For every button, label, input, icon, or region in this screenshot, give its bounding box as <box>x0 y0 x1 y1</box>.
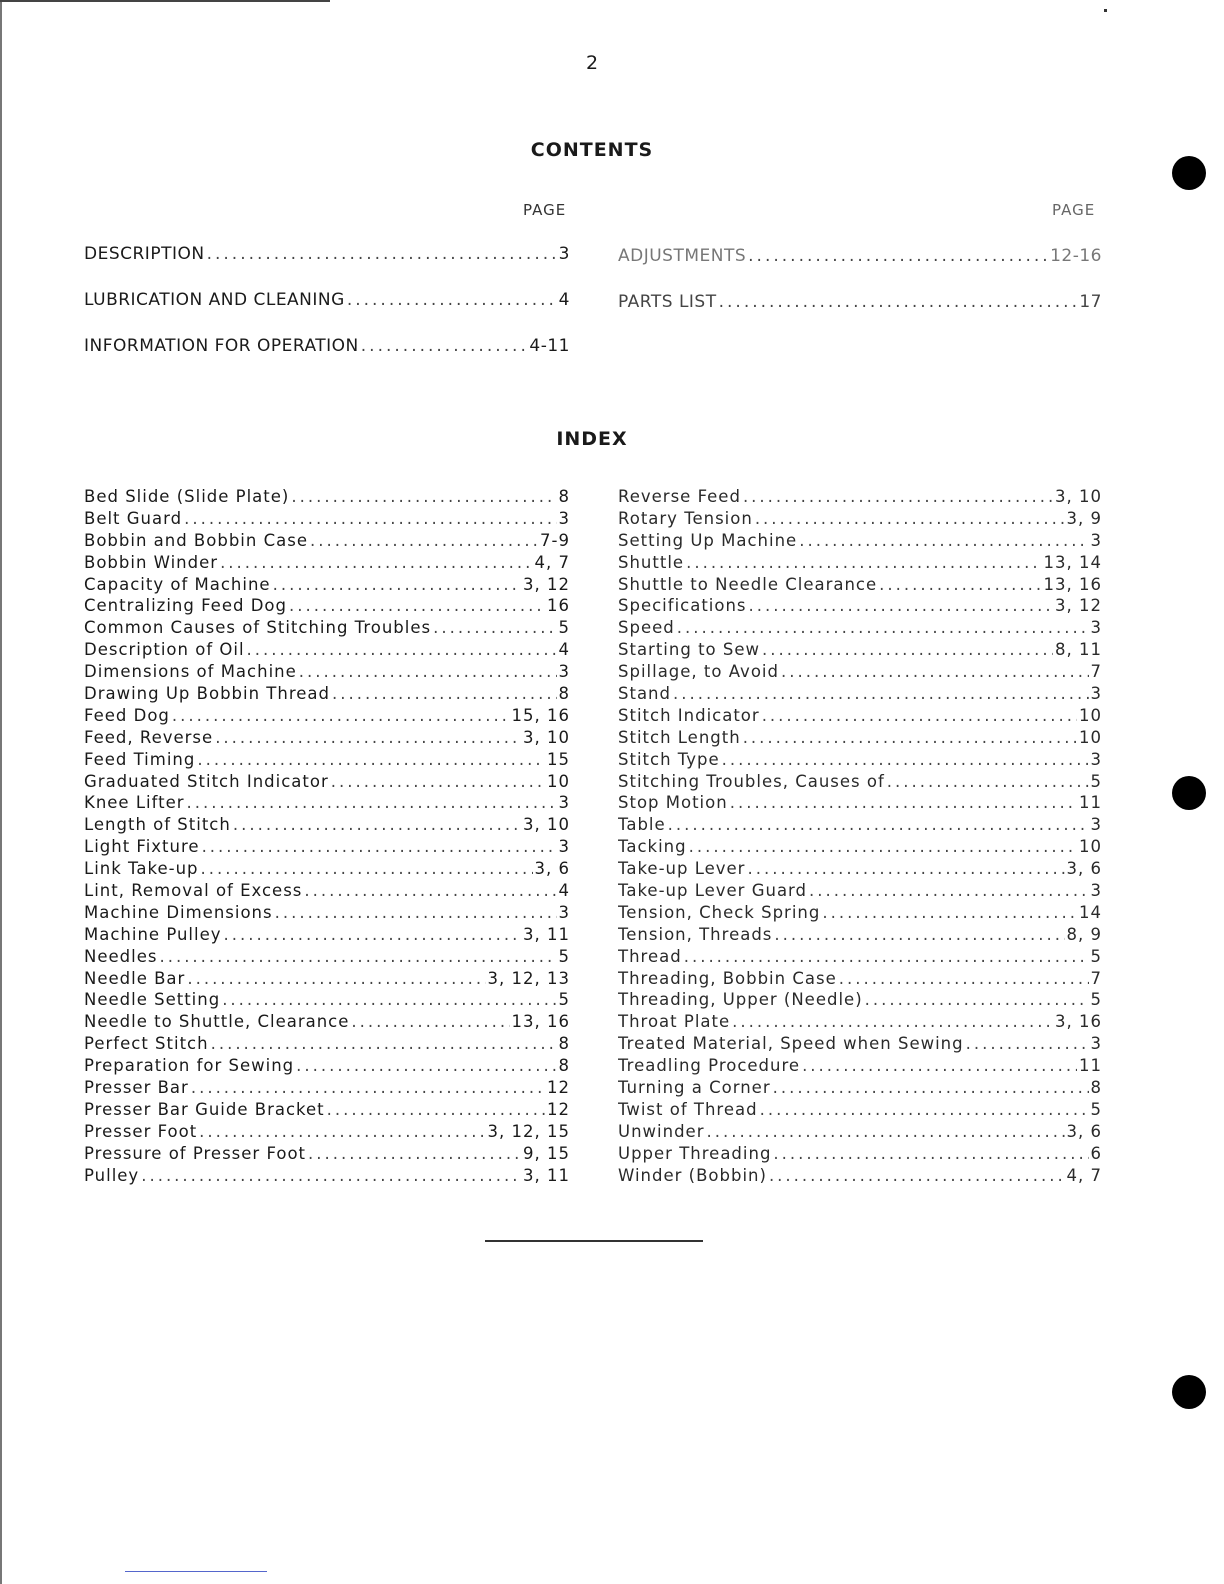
index-entry-title: Tension, Threads <box>618 924 773 944</box>
index-entry-title: Perfect Stitch <box>84 1034 209 1054</box>
index-entry <box>84 1033 570 1055</box>
dot-leader <box>773 1077 1089 1099</box>
index-entry-page: 12 <box>547 1078 570 1098</box>
dot-leader <box>351 1011 509 1033</box>
index-entry-page: 10 <box>1079 837 1102 857</box>
index-entry-title: Stitch Indicator <box>618 705 760 725</box>
index-entry-title: Common Causes of Stitching Troubles <box>84 618 432 638</box>
index-entry-page: 15, 16 <box>511 705 570 725</box>
index-entry-title: Threading, Upper (Needle) <box>618 990 863 1010</box>
dot-leader <box>743 486 1053 508</box>
index-entry-title: Throat Plate <box>618 1012 731 1032</box>
dot-leader <box>887 771 1089 793</box>
index-entry <box>618 661 1102 683</box>
index-entry <box>84 836 570 858</box>
toc-entry-page: 3 <box>558 244 570 264</box>
index-entry <box>84 1099 570 1121</box>
scan-edge-line <box>0 0 2 1584</box>
index-entry-page: 7 <box>1090 968 1102 988</box>
dot-leader <box>310 530 538 552</box>
index-entry <box>618 792 1102 814</box>
dot-leader <box>211 1033 557 1055</box>
toc-entry-title: INFORMATION FOR OPERATION <box>84 336 359 356</box>
index-entry-page: 8 <box>558 487 570 506</box>
index-entry-title: Treated Material, Speed when Sewing <box>618 1034 964 1054</box>
index-entry-title: Presser Foot <box>84 1121 198 1141</box>
dot-leader <box>191 1077 545 1099</box>
dot-leader <box>673 683 1089 705</box>
index-entry-title: Length of Stitch <box>84 815 231 835</box>
dot-leader <box>222 989 556 1011</box>
index-entry-title: Take-up Lever <box>618 859 746 879</box>
index-entry-title: Thread <box>618 946 682 966</box>
dot-leader <box>433 617 556 639</box>
dot-leader <box>197 749 545 771</box>
dot-leader <box>172 705 510 727</box>
toc-entry-description <box>84 244 570 266</box>
index-entry <box>84 902 570 924</box>
index-entry-title: Description of Oil <box>84 640 245 660</box>
index-entry-page: 8 <box>558 684 570 704</box>
dot-leader <box>215 727 521 749</box>
index-entry <box>84 705 570 727</box>
index-entry-page: 3, 6 <box>1066 859 1102 879</box>
toc-entry-title: ADJUSTMENTS <box>618 246 747 266</box>
index-entry-title: Shuttle <box>618 552 685 572</box>
index-entry-page: 10 <box>1079 705 1102 725</box>
dot-leader <box>299 661 557 683</box>
index-entry-page: 5 <box>1090 771 1102 791</box>
toc-entry-title: PARTS LIST <box>618 292 717 312</box>
index-entry-page: 3, 11 <box>523 1165 570 1185</box>
index-entry-title: Upper Threading <box>618 1143 772 1163</box>
dot-leader <box>781 661 1089 683</box>
index-entry-title: Link Take-up <box>84 859 199 879</box>
index-entry-title: Specifications <box>618 596 747 616</box>
index-entry-page: 10 <box>1079 727 1102 747</box>
dot-leader <box>760 1099 1089 1121</box>
index-entry-page: 3 <box>558 508 570 528</box>
footer-rule <box>485 1240 703 1242</box>
index-entry-title: Needles <box>84 946 158 966</box>
dot-leader <box>668 814 1089 836</box>
dot-leader <box>187 792 557 814</box>
index-entry <box>618 924 1102 946</box>
index-entry-title: Stitching Troubles, Causes of <box>618 771 885 791</box>
index-entry-page: 5 <box>558 990 570 1010</box>
index-entry <box>618 1055 1102 1077</box>
toc-entry-parts-list <box>618 292 1102 314</box>
index-entry-page: 5 <box>1090 946 1102 966</box>
index-entry-title: Bed Slide (Slide Plate) <box>84 487 290 506</box>
index-entry <box>618 814 1102 836</box>
index-entry-title: Tacking <box>618 837 687 857</box>
index-entry-page: 3 <box>1090 881 1102 901</box>
dot-leader <box>769 1165 1065 1187</box>
dot-leader <box>747 858 1064 880</box>
index-entry-title: Stand <box>618 684 671 704</box>
dot-leader <box>748 246 1048 266</box>
index-entry <box>84 1011 570 1033</box>
dot-leader <box>332 683 557 705</box>
dot-leader <box>706 1121 1064 1143</box>
index-entry-title: Starting to Sew <box>618 640 760 660</box>
dot-leader <box>327 1099 545 1121</box>
toc-entry-adjustments <box>618 246 1102 268</box>
index-entry <box>84 946 570 968</box>
index-entry-page: 5 <box>558 946 570 966</box>
dot-leader <box>730 792 1077 814</box>
index-entry-title: Needle to Shuttle, Clearance <box>84 1012 350 1032</box>
index-entry-title: Presser Bar Guide Bracket <box>84 1099 325 1119</box>
dot-leader <box>686 552 1041 574</box>
dot-leader <box>201 858 533 880</box>
index-entry-page: 3, 10 <box>1055 487 1102 506</box>
index-entry-page: 9, 15 <box>523 1143 570 1163</box>
dot-leader <box>347 290 557 310</box>
index-entry <box>618 595 1102 617</box>
index-entry-title: Graduated Stitch Indicator <box>84 771 329 791</box>
index-entry <box>84 1055 570 1077</box>
scan-top-line <box>0 0 330 2</box>
index-entry-title: Drawing Up Bobbin Thread <box>84 684 330 704</box>
toc-entry-lubrication <box>84 290 570 312</box>
index-entry-title: Belt Guard <box>84 508 183 528</box>
index-entry-page: 3, 11 <box>523 924 570 944</box>
dot-leader <box>799 530 1088 552</box>
index-entry-title: Feed, Reverse <box>84 727 214 747</box>
dot-leader <box>331 771 545 793</box>
dot-leader <box>743 727 1077 749</box>
dot-leader <box>879 574 1041 596</box>
index-entry-page: 3, 12 <box>523 574 570 594</box>
index-entry-page: 14 <box>1079 902 1102 922</box>
index-entry <box>84 683 570 705</box>
index-entry-page: 6 <box>1090 1143 1102 1163</box>
dot-leader <box>802 1055 1077 1077</box>
index-entry <box>618 1011 1102 1033</box>
index-entry-page: 4 <box>558 881 570 901</box>
index-entry <box>84 968 570 990</box>
index-entry-page: 3, 6 <box>1066 1121 1102 1141</box>
index-entry-title: Spillage, to Avoid <box>618 662 779 682</box>
index-entry-page: 3 <box>1090 749 1102 769</box>
index-entry <box>618 530 1102 552</box>
index-entry <box>84 617 570 639</box>
dot-leader <box>247 639 557 661</box>
dot-leader <box>308 1143 521 1165</box>
index-entry <box>84 1143 570 1165</box>
index-entry <box>84 814 570 836</box>
index-entry-page: 16 <box>547 596 570 616</box>
dot-leader <box>774 924 1064 946</box>
dot-leader <box>755 508 1065 530</box>
toc-entry-page: 12-16 <box>1050 246 1102 266</box>
index-entry-title: Bobbin and Bobbin Case <box>84 530 308 550</box>
index-entry <box>84 1077 570 1099</box>
dot-leader <box>291 486 556 508</box>
index-entry-page: 8 <box>1090 1078 1102 1098</box>
index-entry-title: Presser Bar <box>84 1078 189 1098</box>
contents-page-label-right: PAGE <box>1052 201 1096 219</box>
index-entry-page: 13, 16 <box>1043 574 1102 594</box>
index-entry-page: 3 <box>1090 618 1102 638</box>
index-entry <box>618 1077 1102 1099</box>
index-entry-page: 3 <box>1090 530 1102 550</box>
dot-leader <box>220 552 532 574</box>
contents-page-label-left: PAGE <box>523 201 567 219</box>
scan-speck <box>1104 9 1107 12</box>
index-entry <box>618 946 1102 968</box>
index-entry-page: 3, 16 <box>1055 1012 1102 1032</box>
index-entry <box>84 858 570 880</box>
dot-leader <box>187 968 485 990</box>
dot-leader <box>719 292 1078 312</box>
index-entry-title: Feed Timing <box>84 749 196 769</box>
index-entry <box>618 552 1102 574</box>
index-entry <box>84 595 570 617</box>
index-entry-page: 7-9 <box>540 530 570 550</box>
dot-leader <box>865 989 1089 1011</box>
index-entry <box>84 880 570 902</box>
index-entry-title: Turning a Corner <box>618 1078 771 1098</box>
dot-leader <box>966 1033 1089 1055</box>
index-entry-page: 15 <box>547 749 570 769</box>
toc-entry-page: 4-11 <box>529 336 570 356</box>
index-entry-title: Table <box>618 815 666 835</box>
index-entry <box>618 1099 1102 1121</box>
index-entry <box>618 880 1102 902</box>
index-entry <box>618 683 1102 705</box>
index-entry <box>84 486 570 508</box>
index-entry <box>618 1121 1102 1143</box>
dot-leader <box>762 639 1053 661</box>
dot-leader <box>677 617 1089 639</box>
index-entry-page: 4, 7 <box>534 552 570 572</box>
dot-leader <box>207 244 557 264</box>
index-entry-title: Reverse Feed <box>618 487 741 506</box>
index-entry-title: Lint, Removal of Excess <box>84 881 303 901</box>
contents-heading: CONTENTS <box>530 139 654 161</box>
dot-leader <box>224 924 521 946</box>
index-entry <box>84 727 570 749</box>
index-entry-page: 4, 7 <box>1066 1165 1102 1185</box>
dot-leader <box>839 968 1089 990</box>
index-entry-title: Treadling Procedure <box>618 1056 801 1076</box>
index-entry-title: Light Fixture <box>84 837 200 857</box>
index-entry-title: Capacity of Machine <box>84 574 271 594</box>
index-entry-title: Tension, Check Spring <box>618 902 821 922</box>
dot-leader <box>273 574 521 596</box>
index-entry-page: 10 <box>547 771 570 791</box>
index-entry <box>618 968 1102 990</box>
index-heading: INDEX <box>556 428 628 450</box>
dot-leader <box>689 836 1077 858</box>
index-entry-title: Preparation for Sewing <box>84 1056 295 1076</box>
index-entry-page: 3, 12, 13 <box>487 968 570 988</box>
index-entry <box>618 836 1102 858</box>
index-entry-title: Needle Bar <box>84 968 186 988</box>
index-entry-page: 5 <box>1090 990 1102 1010</box>
punch-hole <box>1172 156 1206 190</box>
index-entry <box>618 1033 1102 1055</box>
index-entry-title: Stitch Type <box>618 749 720 769</box>
index-entry-page: 3 <box>558 837 570 857</box>
index-entry-title: Centralizing Feed Dog <box>84 596 287 616</box>
index-entry-page: 8, 11 <box>1055 640 1102 660</box>
index-entry-title: Pressure of Presser Foot <box>84 1143 307 1163</box>
index-entry-title: Shuttle to Needle Clearance <box>618 574 878 594</box>
index-entry-page: 3, 10 <box>523 815 570 835</box>
index-entry <box>618 574 1102 596</box>
index-entry-page: 3, 12 <box>1055 596 1102 616</box>
dot-leader <box>684 946 1089 968</box>
page-number: 2 <box>585 52 599 74</box>
dot-leader <box>199 1121 485 1143</box>
index-entry-title: Knee Lifter <box>84 793 185 813</box>
index-entry-title: Threading, Bobbin Case <box>618 968 837 988</box>
toc-entry-page: 4 <box>558 290 570 310</box>
index-entry-page: 11 <box>1079 1056 1102 1076</box>
toc-entry-title: LUBRICATION AND CLEANING <box>84 290 345 310</box>
index-entry-title: Winder (Bobbin) <box>618 1165 767 1185</box>
index-entry-title: Bobbin Winder <box>84 552 219 572</box>
index-entry-title: Machine Pulley <box>84 924 222 944</box>
index-entry-page: 3, 10 <box>523 727 570 747</box>
index-entry <box>618 617 1102 639</box>
dot-leader <box>749 595 1053 617</box>
index-entry <box>84 792 570 814</box>
toc-entry-information <box>84 336 570 358</box>
index-right-column <box>618 486 1102 1187</box>
punch-hole <box>1172 776 1206 810</box>
index-entry-page: 8, 9 <box>1066 924 1102 944</box>
index-entry-page: 3 <box>558 902 570 922</box>
index-entry-title: Dimensions of Machine <box>84 662 297 682</box>
index-entry <box>84 508 570 530</box>
dot-leader <box>762 705 1077 727</box>
index-entry-page: 3 <box>1090 1034 1102 1054</box>
index-entry <box>84 771 570 793</box>
index-entry-page: 3, 9 <box>1066 508 1102 528</box>
index-entry <box>84 924 570 946</box>
index-entry <box>84 661 570 683</box>
index-entry-page: 3 <box>1090 815 1102 835</box>
dot-leader <box>202 836 557 858</box>
index-entry-title: Speed <box>618 618 675 638</box>
index-entry-title: Feed Dog <box>84 705 170 725</box>
index-entry-page: 3, 6 <box>534 859 570 879</box>
dot-leader <box>275 902 557 924</box>
index-entry <box>618 727 1102 749</box>
dot-leader <box>304 880 556 902</box>
index-entry-page: 4 <box>558 640 570 660</box>
dot-leader <box>296 1055 556 1077</box>
index-entry-page: 8 <box>558 1056 570 1076</box>
index-entry <box>618 858 1102 880</box>
index-entry <box>84 530 570 552</box>
index-entry-title: Pulley <box>84 1165 140 1185</box>
index-entry <box>618 705 1102 727</box>
index-entry-title: Twist of Thread <box>618 1099 758 1119</box>
index-entry <box>618 486 1102 508</box>
index-entry <box>618 1143 1102 1165</box>
index-entry-page: 13, 14 <box>1043 552 1102 572</box>
dot-leader <box>184 508 556 530</box>
index-entry-title: Stop Motion <box>618 793 728 813</box>
dot-leader <box>822 902 1077 924</box>
index-entry-page: 3 <box>558 793 570 813</box>
index-entry <box>618 902 1102 924</box>
index-entry-page: 5 <box>1090 1099 1102 1119</box>
toc-entry-title: DESCRIPTION <box>84 244 205 264</box>
index-entry-page: 5 <box>558 618 570 638</box>
index-entry-title: Unwinder <box>618 1121 705 1141</box>
index-entry <box>84 989 570 1011</box>
dot-leader <box>159 946 556 968</box>
index-entry <box>618 749 1102 771</box>
dot-leader <box>289 595 545 617</box>
index-entry-page: 7 <box>1090 662 1102 682</box>
index-entry <box>84 574 570 596</box>
index-entry <box>84 639 570 661</box>
index-left-column <box>84 486 570 1187</box>
index-entry <box>618 1165 1102 1187</box>
dot-leader <box>361 336 528 356</box>
scan-bottom-line <box>125 1571 267 1572</box>
index-entry-page: 3 <box>1090 684 1102 704</box>
index-entry-title: Stitch Length <box>618 727 741 747</box>
index-entry <box>618 508 1102 530</box>
index-entry-page: 3 <box>558 662 570 682</box>
index-entry <box>618 639 1102 661</box>
index-entry-title: Machine Dimensions <box>84 902 273 922</box>
dot-leader <box>732 1011 1053 1033</box>
index-entry-page: 3, 12, 15 <box>487 1121 570 1141</box>
index-entry-title: Take-up Lever Guard <box>618 881 808 901</box>
index-entry-page: 8 <box>558 1034 570 1054</box>
index-entry <box>84 1165 570 1187</box>
dot-leader <box>141 1165 521 1187</box>
index-entry <box>84 1121 570 1143</box>
dot-leader <box>773 1143 1088 1165</box>
index-entry <box>84 552 570 574</box>
dot-leader <box>809 880 1088 902</box>
dot-leader <box>233 814 521 836</box>
index-entry-title: Setting Up Machine <box>618 530 798 550</box>
index-entry-page: 11 <box>1079 793 1102 813</box>
index-entry-page: 12 <box>547 1099 570 1119</box>
index-entry <box>84 749 570 771</box>
index-entry <box>618 771 1102 793</box>
index-entry-title: Needle Setting <box>84 990 221 1010</box>
dot-leader <box>722 749 1089 771</box>
toc-entry-page: 17 <box>1079 292 1102 312</box>
index-entry-page: 13, 16 <box>511 1012 570 1032</box>
punch-hole <box>1172 1375 1206 1409</box>
index-entry <box>618 989 1102 1011</box>
index-entry-title: Rotary Tension <box>618 508 753 528</box>
